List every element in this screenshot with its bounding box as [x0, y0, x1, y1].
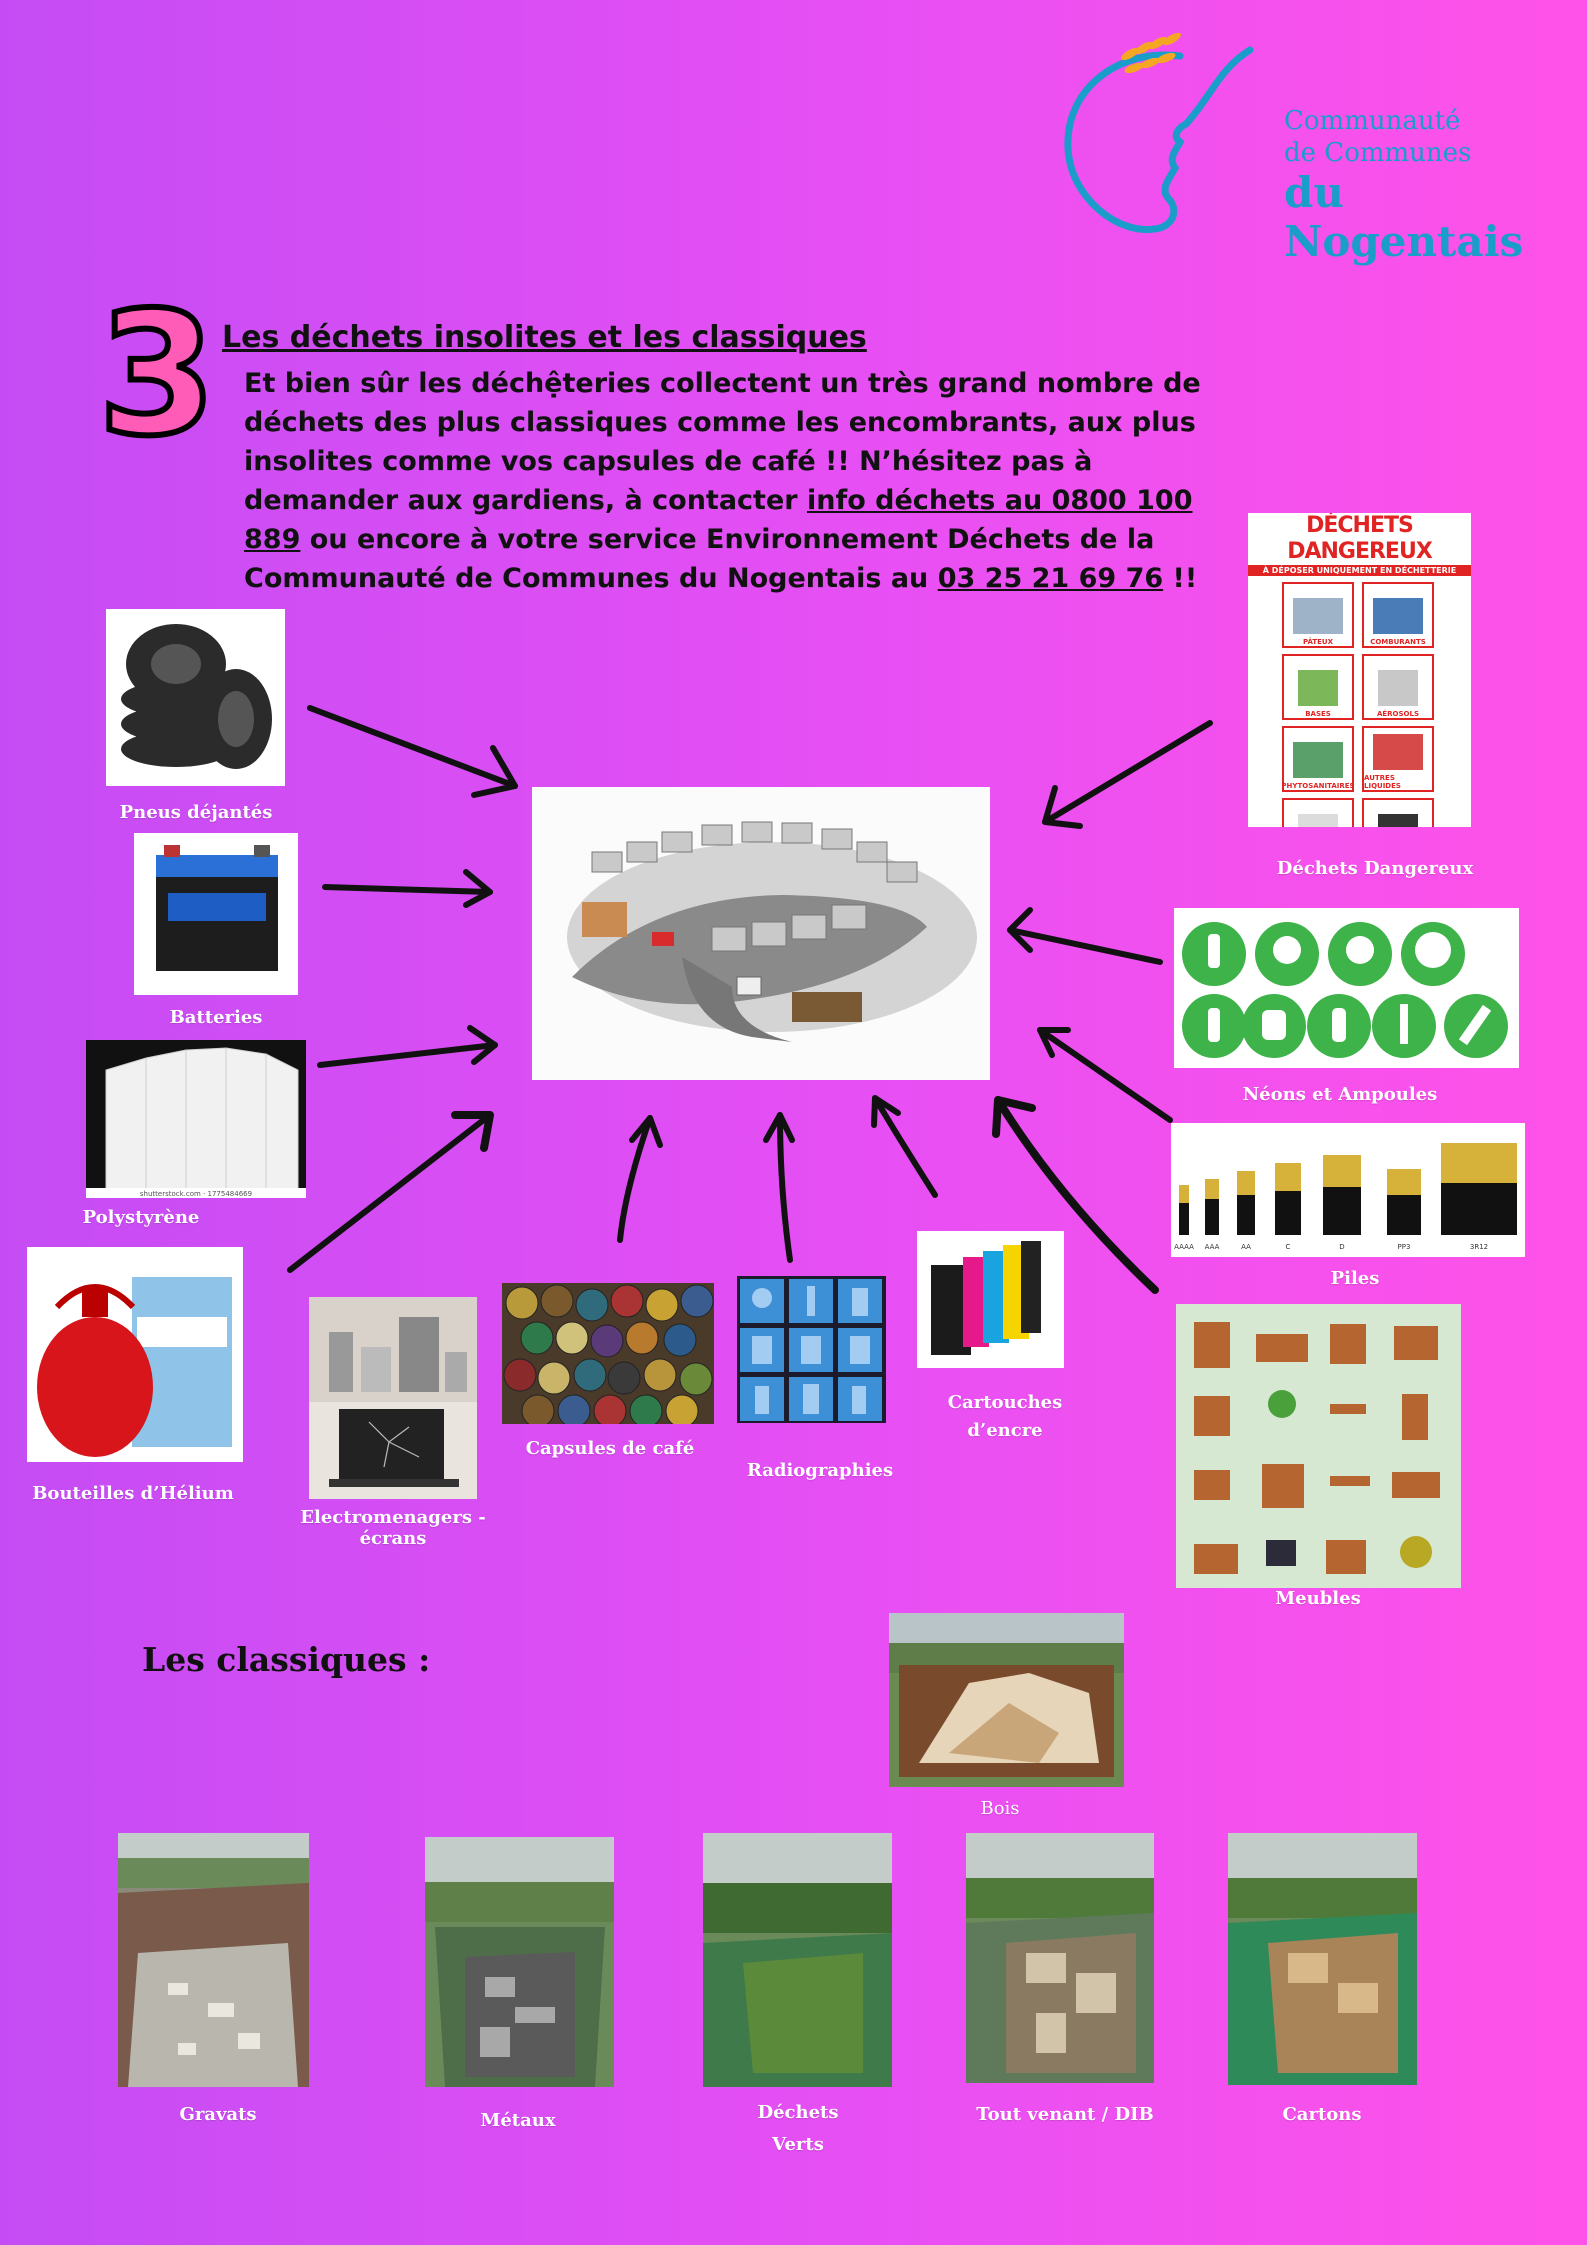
batteries-photo — [134, 833, 298, 995]
poster-cell — [1282, 798, 1354, 827]
pile-size: AA — [1241, 1243, 1251, 1251]
label-bois: Bois — [980, 1798, 1020, 1819]
pile-size: 3R12 — [1469, 1243, 1489, 1251]
bois-photo — [889, 1613, 1124, 1787]
phone-link[interactable]: 03 25 21 69 76 — [937, 563, 1164, 594]
logo-line2: de Communes — [1284, 138, 1472, 168]
logo-line3: du Nogentais — [1284, 168, 1524, 266]
label-meubles: Meubles — [1275, 1588, 1361, 1609]
label-pneus: Pneus déjantés — [119, 802, 273, 823]
neons-photo — [1174, 908, 1519, 1068]
pneus-photo — [106, 609, 285, 786]
decheterie-illustration — [532, 787, 990, 1080]
label-verts-2: Verts — [772, 2134, 824, 2155]
polystyrene-caption: shutterstock.com · 1775484669 — [139, 1190, 253, 1198]
logo-line1: Communauté — [1284, 106, 1461, 136]
intro-text-1: Et bien sûr les déchệteries collectent un très grand nombre de déchets des plus classiques comme les encombrants, aux plus insolites comme vos capsules de café !! N’hésitez pas à demander aux gardiens, à contacter — [244, 368, 1201, 516]
section-number: 3 — [98, 276, 217, 474]
intro-text-3: !! — [1163, 563, 1198, 594]
pile-size: AAA — [1204, 1243, 1220, 1251]
tout-venant-photo — [966, 1833, 1154, 2083]
label-neons: Néons et Ampoules — [1242, 1084, 1438, 1105]
label-helium: Bouteilles d’Hélium — [32, 1483, 234, 1504]
helium-photo — [27, 1247, 243, 1462]
label-dangereux: Déchets Dangereux — [1276, 858, 1474, 879]
poster-title: DÉCHETS DANGEREUX — [1248, 513, 1471, 565]
pile-size: PP3 — [1397, 1243, 1411, 1251]
label-radiographies: Radiographies — [746, 1460, 894, 1481]
classiques-heading: Les classiques : — [142, 1640, 431, 1679]
cartons-photo — [1228, 1833, 1417, 2085]
label-cartouches-2: d’encre — [967, 1420, 1043, 1441]
label-tout-venant: Tout venant / DIB — [976, 2104, 1154, 2125]
cartouches-photo — [917, 1231, 1064, 1368]
poster-cell: AUTRES LIQUIDES — [1362, 726, 1434, 792]
poster-cell: AÉROSOLS — [1362, 654, 1434, 720]
label-cartons: Cartons — [1282, 2104, 1362, 2125]
section-title: Les déchets insolites et les classiques — [222, 320, 867, 355]
intro-text-2: ou encore à votre service Environnement Déchets de la Communauté de Communes du Nogentais au — [244, 524, 1155, 594]
label-verts-1: Déchets — [757, 2102, 839, 2123]
meubles-photo — [1176, 1304, 1461, 1588]
pile-size: D — [1339, 1243, 1345, 1251]
label-polystyrene: Polystyrène — [82, 1207, 200, 1228]
label-metaux: Métaux — [480, 2110, 556, 2131]
poster-subtitle: À DÉPOSER UNIQUEMENT EN DÉCHETTERIE — [1248, 565, 1471, 576]
poster-cell: BASES — [1282, 654, 1354, 720]
dechets-verts-photo — [703, 1833, 892, 2087]
capsules-photo — [502, 1283, 714, 1424]
polystyrene-photo — [86, 1040, 306, 1198]
label-gravats: Gravats — [179, 2104, 257, 2125]
poster-cell: PHYTOSANITAIRES — [1282, 726, 1354, 792]
label-cartouches-1: Cartouches — [947, 1392, 1063, 1413]
piles-photo — [1171, 1123, 1525, 1257]
gravats-photo — [118, 1833, 309, 2087]
label-batteries: Batteries — [169, 1007, 263, 1028]
info-dechets-link[interactable]: info déchets au 0800 100 889 — [244, 485, 1193, 555]
dechets-dangereux-poster — [1248, 513, 1471, 827]
pile-size: AAAA — [1174, 1243, 1194, 1251]
pile-size: C — [1285, 1243, 1291, 1251]
metaux-photo — [425, 1837, 614, 2087]
label-capsules: Capsules de café — [525, 1438, 695, 1459]
label-electro: Electromenagers - écrans — [300, 1507, 486, 1549]
poster-cell: PÂTEUX — [1282, 582, 1354, 648]
label-piles: Piles — [1330, 1268, 1380, 1289]
radiographies-photo — [737, 1276, 886, 1423]
electro-photo — [309, 1297, 477, 1499]
poster-cell: COMBURANTS — [1362, 582, 1434, 648]
poster-cell — [1362, 798, 1434, 827]
